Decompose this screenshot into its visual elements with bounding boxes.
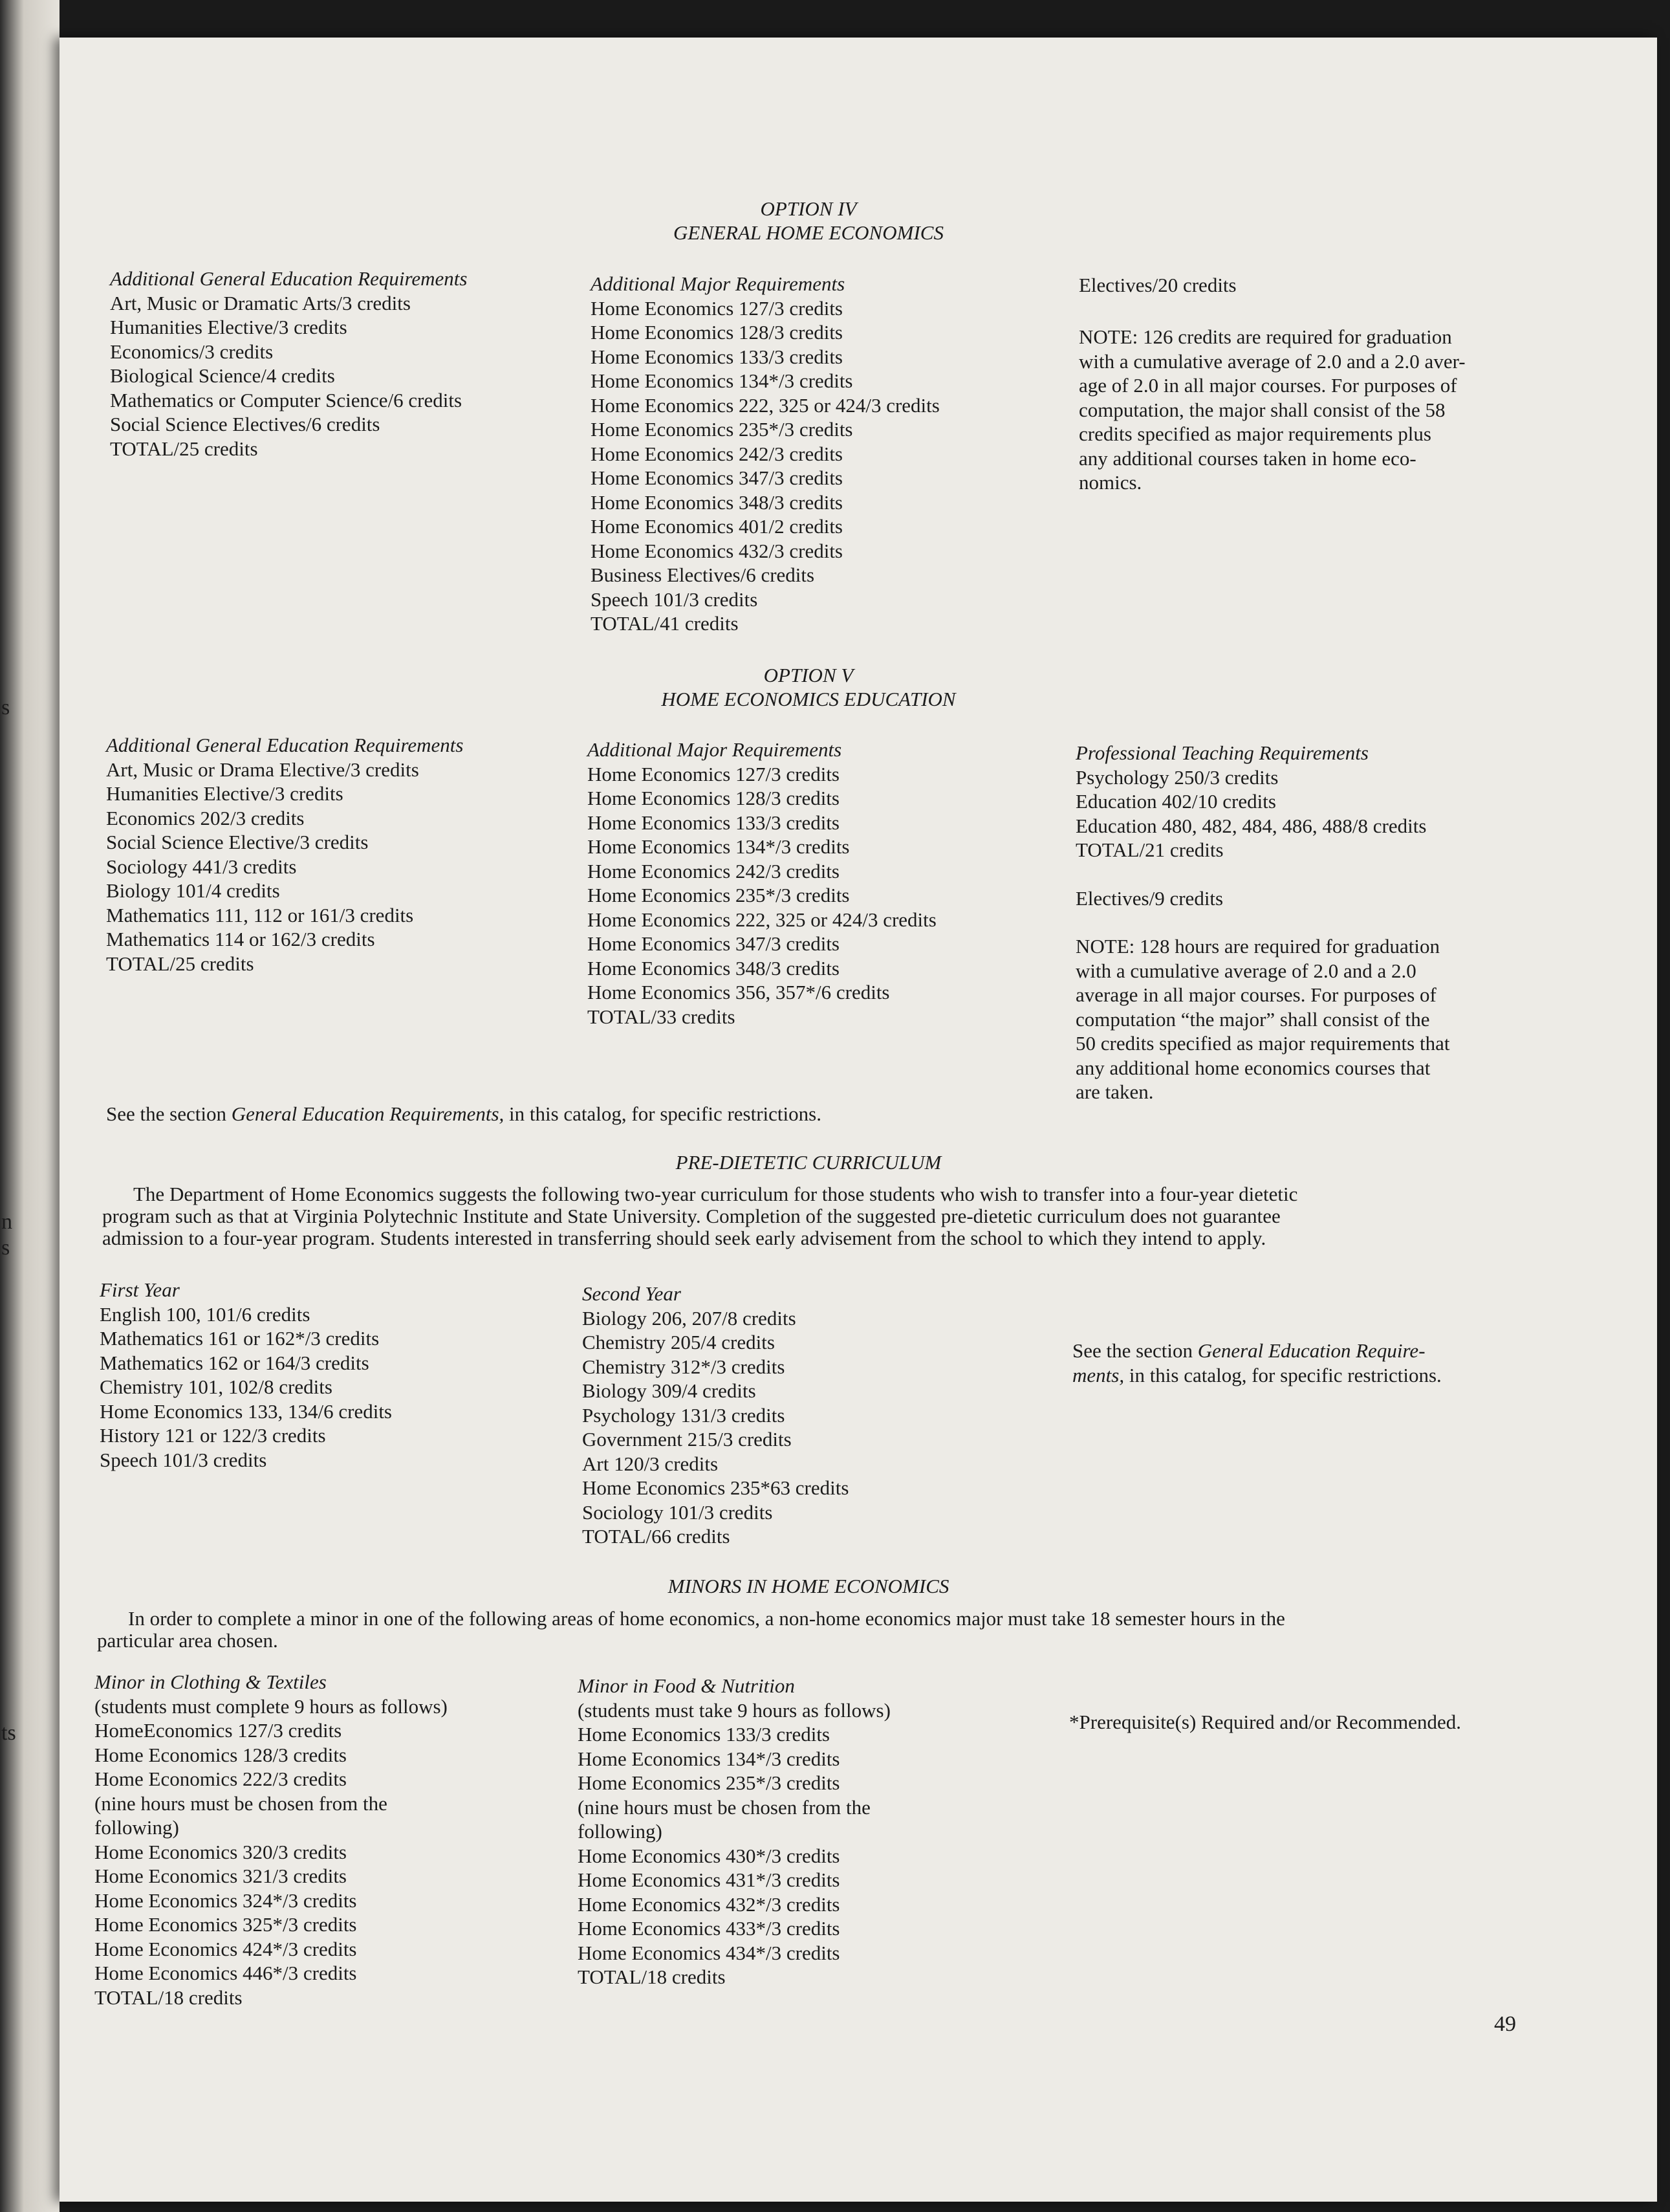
list-item: Home Economics 320/3 credits xyxy=(94,1840,347,1863)
list-item: Psychology 250/3 credits xyxy=(1076,765,1279,789)
list-item: Mathematics 161 or 162*/3 credits xyxy=(100,1327,380,1350)
section-heading: Professional Teaching Requirements xyxy=(1076,741,1369,764)
list-item: Home Economics 133/3 credits xyxy=(578,1723,830,1746)
prerequisite-note: *Prerequisite(s) Required and/or Recommended. xyxy=(1069,1711,1462,1733)
list-item: Home Economics 133/3 credits xyxy=(587,811,840,834)
option5-electives: Electives/9 credits xyxy=(1076,887,1224,910)
list-item: (nine hours must be chosen from the xyxy=(94,1791,387,1815)
list-item: Home Economics 424*/3 credits xyxy=(94,1937,357,1960)
list-item: TOTAL/18 credits xyxy=(578,1966,726,1988)
list-item: Home Economics 324*/3 credits xyxy=(94,1889,357,1912)
option5-professional xyxy=(1076,741,1426,862)
list-item: Home Economics 128/3 credits xyxy=(591,321,843,344)
list-item: TOTAL/18 credits xyxy=(94,1986,243,2009)
list-item: Education 480, 482, 484, 486, 488/8 credits xyxy=(1076,814,1427,837)
option4-note: NOTE: 126 credits are required for graduation with a cumulative average of 2.0 and a 2.0 aver- age of 2.0 in all major courses. For purposes of computation, the major shall consist of the 58 credits specified as major requirements plus any additional courses taken in home eco- nomics. xyxy=(1079,325,1466,494)
list-item: TOTAL/66 credits xyxy=(582,1525,730,1548)
list-item: Home Economics 431*/3 credits xyxy=(578,1868,840,1891)
section-heading: Additional General Education Requirements xyxy=(106,734,464,756)
margin-letter: ts xyxy=(1,1721,16,1745)
list-item: Art 120/3 credits xyxy=(582,1452,719,1475)
list-item: Home Economics 430*/3 credits xyxy=(578,1844,840,1867)
page-number: 49 xyxy=(1494,2012,1516,2036)
list-item: Sociology 441/3 credits xyxy=(106,855,297,878)
list-item: Home Economics 432*/3 credits xyxy=(578,1892,840,1916)
list-item: Mathematics 162 or 164/3 credits xyxy=(100,1351,369,1374)
list-item: Home Economics 242/3 credits xyxy=(591,442,843,465)
list-item: Social Science Electives/6 credits xyxy=(110,413,380,435)
list-item: Mathematics 111, 112 or 161/3 credits xyxy=(106,903,414,926)
list-item: Home Economics 128/3 credits xyxy=(587,787,840,809)
list-item: (nine hours must be chosen from the xyxy=(578,1795,871,1819)
list-item: Government 215/3 credits xyxy=(582,1428,792,1451)
list-item: Home Economics 347/3 credits xyxy=(591,466,843,489)
option4-gen-ed xyxy=(110,267,467,461)
option5-title: OPTION V HOME ECONOMICS EDUCATION xyxy=(661,664,956,710)
list-item: Home Economics 128/3 credits xyxy=(94,1743,347,1766)
list-item: Chemistry 312*/3 credits xyxy=(582,1355,785,1378)
list-item: Home Economics 432/3 credits xyxy=(591,539,843,562)
list-item: Home Economics 401/2 credits xyxy=(591,515,843,538)
list-item: Biology 309/4 credits xyxy=(582,1379,756,1402)
list-item: Chemistry 101, 102/8 credits xyxy=(100,1375,332,1398)
list-item: Chemistry 205/4 credits xyxy=(582,1331,775,1353)
list-item: Home Economics 325*/3 credits xyxy=(94,1913,357,1936)
list-item: Mathematics 114 or 162/3 credits xyxy=(106,928,375,950)
list-item: Mathematics or Computer Science/6 credits xyxy=(110,388,462,411)
margin-letter: n xyxy=(1,1210,12,1234)
list-item: Humanities Elective/3 credits xyxy=(106,782,343,805)
list-item: TOTAL/25 credits xyxy=(106,952,254,975)
option5-gen-ed xyxy=(106,733,463,976)
list-item: (students must complete 9 hours as follows) xyxy=(94,1694,448,1718)
predietetic-title: PRE-DIETETIC CURRICULUM xyxy=(675,1151,942,1174)
list-item: Biological Science/4 credits xyxy=(110,364,335,387)
predietetic-paragraph: The Department of Home Economics suggests the following two-year curriculum for those students who wish to transfer into a four-year dietetic program such as that at Virginia Polytechnic Institute and State University. Completion of the suggested pre-dietetic curriculum does not guarantee admission to a four-year program. Students interested in transferring should seek early advisement from the school to which they intend to apply. xyxy=(102,1183,1298,1249)
list-item: TOTAL/41 credits xyxy=(591,612,739,635)
list-item: Home Economics 222/3 credits xyxy=(94,1768,347,1790)
minor-food-nutrition xyxy=(578,1674,891,1989)
first-year xyxy=(100,1278,392,1472)
option4-title: OPTION IV GENERAL HOME ECONOMICS xyxy=(673,197,944,244)
list-item: Home Economics 133/3 credits xyxy=(591,345,843,368)
list-item: Home Economics 134*/3 credits xyxy=(578,1747,840,1770)
list-item: Home Economics 235*63 credits xyxy=(582,1476,849,1499)
list-item: Home Economics 134*/3 credits xyxy=(591,369,853,392)
list-item: Art, Music or Dramatic Arts/3 credits xyxy=(110,291,411,314)
list-item: Home Economics 242/3 credits xyxy=(587,859,840,882)
list-item: Home Economics 222, 325 or 424/3 credits xyxy=(591,393,940,417)
section-heading: Minor in Food & Nutrition xyxy=(578,1674,795,1697)
section-heading: First Year xyxy=(100,1278,180,1301)
list-item: Home Economics 235*/3 credits xyxy=(578,1771,840,1794)
page-gutter xyxy=(0,0,60,2212)
list-item: Home Economics 347/3 credits xyxy=(587,932,840,955)
list-item: Sociology 101/3 credits xyxy=(582,1500,773,1524)
minors-paragraph: In order to complete a minor in one of the following areas of home economics, a non-home economics major must take 18 semester hours in the particular area chosen. xyxy=(97,1607,1285,1652)
list-item: Economics/3 credits xyxy=(110,340,274,363)
margin-letter: s xyxy=(1,1236,10,1260)
list-item: following) xyxy=(94,1816,179,1839)
section-heading: Additional Major Requirements xyxy=(591,272,845,295)
minor-clothing-textiles xyxy=(94,1670,448,2009)
list-item: Home Economics 134*/3 credits xyxy=(587,835,850,858)
list-item: Art, Music or Drama Elective/3 credits xyxy=(106,758,419,781)
list-item: TOTAL/21 credits xyxy=(1076,838,1224,861)
list-item: Home Economics 356, 357*/6 credits xyxy=(587,981,890,1003)
list-item: Home Economics 434*/3 credits xyxy=(578,1941,840,1964)
list-item: following) xyxy=(578,1820,662,1843)
list-item: Home Economics 348/3 credits xyxy=(591,490,843,514)
list-item: (students must take 9 hours as follows) xyxy=(578,1698,891,1722)
option4-electives: Electives/20 credits xyxy=(1079,274,1237,296)
gen-ed-reference: See the section General Education Requirements, in this catalog, for specific restrictions. xyxy=(106,1102,821,1125)
option5-major xyxy=(587,738,937,1029)
list-item: Home Economics 321/3 credits xyxy=(94,1865,347,1887)
list-item: Home Economics 433*/3 credits xyxy=(578,1917,840,1940)
list-item: Education 402/10 credits xyxy=(1076,790,1276,813)
list-item: Speech 101/3 credits xyxy=(100,1448,267,1471)
predietetic-see-note: See the section General Education Require- ments, in this catalog, for specific restrictions. xyxy=(1072,1339,1442,1386)
list-item: Home Economics 235*/3 credits xyxy=(587,884,850,906)
option4-major xyxy=(591,272,940,636)
list-item: Home Economics 222, 325 or 424/3 credits xyxy=(587,908,937,931)
second-year xyxy=(582,1282,849,1549)
list-item: Home Economics 348/3 credits xyxy=(587,956,840,980)
list-item: Biology 101/4 credits xyxy=(106,879,280,902)
list-item: English 100, 101/6 credits xyxy=(100,1302,310,1326)
list-item: Business Electives/6 credits xyxy=(591,564,815,586)
list-item: Home Economics 127/3 credits xyxy=(587,762,840,785)
list-item: Psychology 131/3 credits xyxy=(582,1403,785,1427)
section-heading: Additional Major Requirements xyxy=(587,738,842,761)
list-item: History 121 or 122/3 credits xyxy=(100,1424,326,1447)
section-heading: Minor in Clothing & Textiles xyxy=(94,1670,327,1693)
list-item: HomeEconomics 127/3 credits xyxy=(94,1719,342,1742)
list-item: Home Economics 133, 134/6 credits xyxy=(100,1399,392,1423)
list-item: Social Science Elective/3 credits xyxy=(106,831,369,853)
list-item: Home Economics 235*/3 credits xyxy=(591,418,853,441)
list-item: Speech 101/3 credits xyxy=(591,587,758,611)
section-heading: Additional General Education Requirements xyxy=(110,267,468,290)
list-item: Home Economics 446*/3 credits xyxy=(94,1962,357,1984)
list-item: TOTAL/25 credits xyxy=(110,437,258,460)
list-item: Economics 202/3 credits xyxy=(106,806,305,829)
minors-title: MINORS IN HOME ECONOMICS xyxy=(667,1575,949,1597)
list-item: TOTAL/33 credits xyxy=(587,1005,735,1028)
list-item: Biology 206, 207/8 credits xyxy=(582,1306,796,1330)
list-item: Humanities Elective/3 credits xyxy=(110,316,347,338)
margin-letter: s xyxy=(1,695,10,719)
option5-note: NOTE: 128 hours are required for graduation with a cumulative average of 2.0 and a 2.0 average in all major courses. For purposes of computation “the major” shall consist of the 50 credits specified as major requirements that any additional home economics courses that are taken. xyxy=(1076,935,1450,1103)
section-heading: Second Year xyxy=(582,1282,681,1305)
list-item: Home Economics 127/3 credits xyxy=(591,296,843,320)
